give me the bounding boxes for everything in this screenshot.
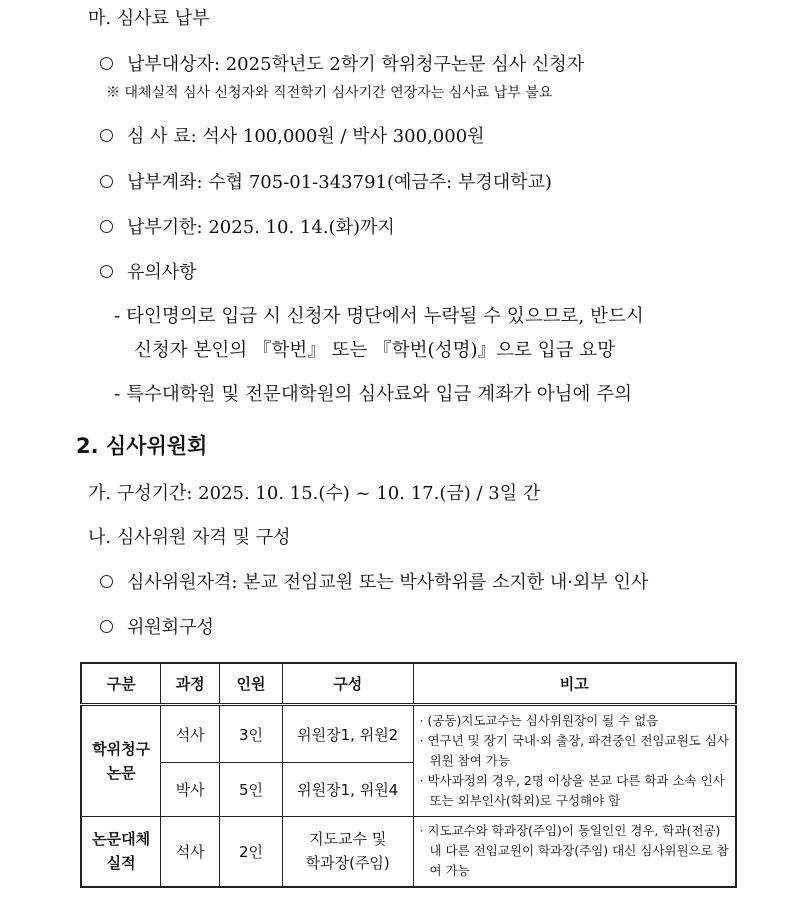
thesis-note: · (공동)지도교수는 심사위원장이 될 수 없음 (419, 713, 659, 728)
circle-bullet-icon (100, 265, 113, 278)
alt-composition-2: 학과장(주임) (305, 854, 390, 873)
thesis-note: · 박사과정의 경우, 2명 이상을 본교 다른 학과 소속 인사 또는 외부인사(학외)로 구성해야 함 (419, 773, 725, 808)
circle-bullet-icon (100, 620, 113, 633)
fee-deadline-text: 납부기한: 2025. 10. 14.(화)까지 (127, 217, 395, 238)
alt-note-cell (413, 817, 736, 887)
doctor-count-cell: 5인 (220, 763, 283, 817)
fee-amount-item (100, 122, 485, 148)
doctor-composition-cell: 위원장1, 위원4 (282, 763, 413, 817)
circle-bullet-icon (100, 220, 113, 233)
fee-deadline-item (100, 213, 395, 239)
fee-heading: 마. 심사료 납부 (88, 8, 210, 29)
committee-period: 가. 구성기간: 2025. 10. 15.(수) ~ 10. 17.(금) / 3일 간 (88, 483, 541, 504)
thesis-label-1: 학위청구 (92, 740, 151, 758)
committee-qualification-item (100, 568, 648, 594)
circle-bullet-icon (100, 175, 113, 188)
table-header-row (81, 663, 736, 705)
master-count-cell: 3인 (220, 705, 283, 763)
circle-bullet-icon (100, 57, 113, 70)
alt-note: · 지도교수와 학과장(주임)이 동일인인 경우, 학과(전공) 내 다른 전임교원이 학과장(주임) 대신 심사위원으로 참여 가능 (419, 823, 729, 879)
table-header-cell: 인원 (220, 663, 283, 705)
fee-target-item (100, 50, 584, 76)
thesis-note: · 연구년 및 장기 국내·외 출장, 파견중인 전임교원도 심사위원 참여 가능 (419, 733, 729, 768)
table-row (81, 705, 736, 763)
table-header-cell: 구분 (81, 663, 161, 705)
committee-qual-heading: 나. 심사위원 자격 및 구성 (88, 527, 291, 548)
alt-composition-1: 지도교수 및 (309, 830, 387, 849)
fee-exempt-note: ※ 대체실적 심사 신청자와 직전학기 심사기간 연장자는 심사료 납부 불요 (106, 85, 553, 101)
fee-caution-1b: 신청자 본인의 『학번』 또는 『학번(성명)』으로 입금 요망 (134, 340, 616, 361)
circle-bullet-icon (100, 575, 113, 588)
committee-heading: 2. 심사위원회 (76, 434, 208, 458)
alt-label-2: 실적 (106, 854, 136, 873)
fee-target-text: 납부대상자: 2025학년도 2학기 학위청구논문 심사 신청자 (127, 54, 585, 75)
committee-composition-item (100, 613, 214, 639)
doctor-course-cell: 박사 (161, 763, 220, 817)
table-header-cell: 과정 (161, 663, 220, 705)
fee-caution-2: - 특수대학원 및 전문대학원의 심사료와 입금 계좌가 아님에 주의 (114, 384, 632, 405)
alt-course-cell: 석사 (161, 817, 220, 887)
master-composition-cell: 위원장1, 위원2 (282, 705, 413, 763)
fee-account-item (100, 168, 552, 194)
committee-qualification-text: 심사위원자격: 본교 전임교원 또는 박사학위를 소지한 내·외부 인사 (127, 572, 649, 593)
committee-table (80, 662, 737, 888)
alt-count-cell: 2인 (220, 817, 283, 887)
thesis-category-cell (81, 705, 161, 817)
table-header-cell: 구성 (282, 663, 413, 705)
thesis-notes-cell (413, 705, 736, 817)
alt-label-1: 논문대체 (92, 830, 151, 849)
fee-amount-text: 심 사 료: 석사 100,000원 / 박사 300,000원 (127, 126, 485, 147)
alt-composition-cell (282, 817, 413, 887)
thesis-label-2: 논문 (106, 764, 136, 782)
committee-composition-title: 위원회구성 (127, 617, 214, 638)
table-row (81, 817, 736, 887)
fee-account-text: 납부계좌: 수협 705-01-343791(예금주: 부경대학교) (127, 172, 552, 193)
alt-category-cell (81, 817, 161, 887)
fee-caution-item (100, 258, 197, 284)
fee-caution-1a: - 타인명의로 입금 시 신청자 명단에서 누락될 수 있으므로, 반드시 (114, 306, 644, 327)
master-course-cell: 석사 (161, 705, 220, 763)
table-header-cell: 비고 (413, 663, 736, 705)
circle-bullet-icon (100, 129, 113, 142)
fee-caution-title: 유의사항 (127, 262, 197, 283)
